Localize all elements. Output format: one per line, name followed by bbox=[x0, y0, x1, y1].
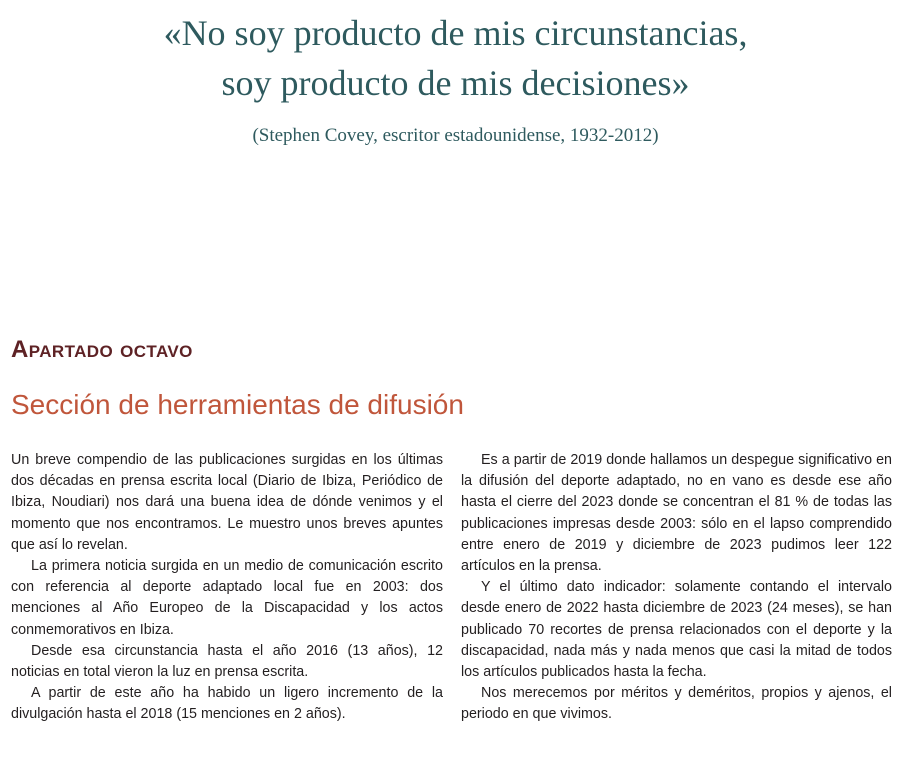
epigraph-quote bbox=[0, 8, 911, 148]
paragraph: Es a partir de 2019 donde hallamos un despegue significativo en la difusión del deporte adaptado, no en vano es desde ese año hasta el cierre del 2023 donde se concentran el 81 % de todas las publicaciones impresas desde 2003: sólo en el lapso comprendido entre enero de 2019 y diciembre de 2023 pudimos leer 122 artículos en la prensa. bbox=[461, 452, 892, 575]
body-column-left bbox=[11, 450, 443, 726]
paragraph: Desde esa circunstancia hasta el año 2016 (13 años), 12 noticias en total vieron la luz en prensa escrita. bbox=[11, 642, 443, 681]
quote-line-1: «No soy producto de mis circunstancias, bbox=[163, 13, 748, 53]
section-label: Apartado octavo bbox=[11, 336, 193, 363]
paragraph: La primera noticia surgida en un medio de comunicación escrito con referencia al deporte adaptado local fue en 2003: dos menciones al Año Europeo de la Discapacidad y los actos conmemorativos en Ibiza. bbox=[11, 558, 443, 638]
paragraph: A partir de este año ha habido un ligero incremento de la divulgación hasta el 2018 (15 menciones en 2 años). bbox=[11, 685, 443, 723]
section-title: Sección de herramientas de difusión bbox=[11, 389, 464, 420]
body-column-right bbox=[461, 450, 892, 726]
quote-attribution: (Stephen Covey, escritor estadounidense, 1932-2012) bbox=[252, 125, 659, 146]
paragraph: Nos merecemos por méritos y deméritos, propios y ajenos, el periodo en que vivimos. bbox=[461, 685, 892, 723]
paragraph: Un breve compendio de las publicaciones surgidas en los últimas dos décadas en prensa escrita local (Diario de Ibiza, Periódico de Ibiza, Noudiari) nos dará una buena idea de dónde venimos y el momento que nos encontramos. Le muestro unos breves apuntes que así lo revelan. bbox=[11, 452, 443, 553]
quote-line-2: soy producto de mis decisiones» bbox=[221, 63, 690, 103]
paragraph: Y el último dato indicador: solamente contando el intervalo desde enero de 2022 hasta diciembre de 2023 (24 meses), se han publicado 70 recortes de prensa relacionados con el deporte y la discapacidad, nada más y nada menos que casi la mitad de todos los artículos publicados hasta la fecha. bbox=[461, 579, 892, 681]
